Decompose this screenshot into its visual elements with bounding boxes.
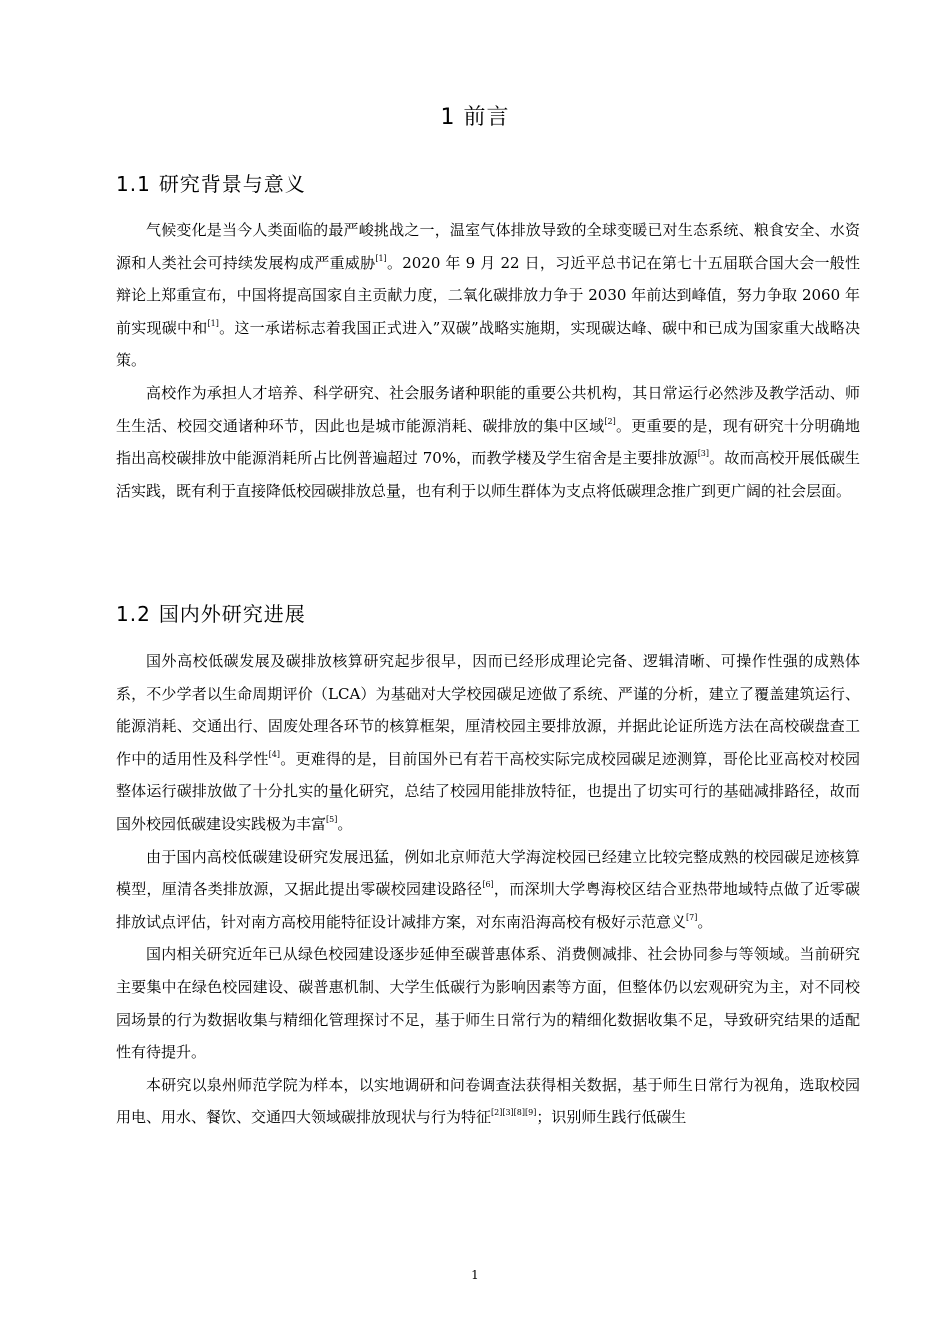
- citation-marker: [4]: [268, 749, 280, 759]
- text-run: 。这一承诺标志着我国正式进入”双碳”战略实施期，实现碳达峰、碳中和已成为国家重大战略决策。: [116, 318, 860, 370]
- text-run: ，而深圳大学粤海校区结合亚热带地域特点做了近零碳排放试点评估，针对南方高校用能特征设计减排方案，对东南沿海高校有极好示范意义: [116, 880, 860, 931]
- text-run: 。故而高校开展低碳生活实践，既有利于直接降低校园碳排放总量，也有利于以师生群体为支点将低碳理念推广到更广阔的社会层面。: [116, 449, 860, 500]
- citation-marker: [1]: [375, 253, 387, 263]
- text-run: 国内相关研究近年已从绿色校园建设逐步延伸至碳普惠体系、消费侧减排、社会协同参与等领域。当前研究主要集中在绿色校园建设、碳普惠机制、大学生低碳行为影响因素等方面，但整体仍以宏观研究为主，对不同校园场景的行为数据收集与精细化管理探讨不足，基于师生日常行为的精细化数据收集不足，导致研究结果的适配性有待提升。: [116, 945, 860, 1062]
- section-heading-1-2: [116, 598, 306, 627]
- paragraph: [116, 214, 860, 377]
- section-number: 1.2: [116, 602, 151, 626]
- section-title: 国内外研究进展: [158, 602, 306, 626]
- citation-marker: [2]: [604, 416, 616, 426]
- text-run: 。更难得的是，目前国外已有若干高校实际完成校园碳足迹测算，哥伦比亚高校对校园整体运行碳排放做了十分扎实的量化研究，总结了校园用能排放特征，也提出了切实可行的基础减排路径，故而国外校园低碳建设实践极为丰富: [116, 749, 860, 833]
- section-heading-1-1: [116, 168, 306, 197]
- text-run: 。: [697, 912, 713, 931]
- citation-marker: [3]: [697, 449, 710, 459]
- text-run: 国外高校低碳发展及碳排放核算研究起步很早，因而已经形成理论完备、逻辑清晰、可操作性强的成熟体系，不少学者以生命周期评价（LCA）为基础对大学校园碳足迹做了系统、严谨的分析，建立了覆盖建筑运行、能源消耗、交通出行、固废处理各环节的核算框架，厘清校园主要排放源，并据此论证所选方法在高校碳盘查工作中的适用性及科学性: [116, 652, 860, 768]
- citation-marker: [6]: [482, 880, 494, 890]
- section-number: 1.1: [116, 172, 151, 196]
- text-run: 。2020 年 9 月 22 日，习近平总书记在第七十五届联合国大会一般性辩论上郑重宣布，中国将提高国家自主贡献力度，二氧化碳排放力争于 2030 年前达到峰值，努力争取 2060 年前实现碳中和: [116, 253, 860, 337]
- citation-marker: [5]: [326, 814, 338, 824]
- citation-marker: [7]: [686, 912, 698, 922]
- section-title: 研究背景与意义: [158, 172, 306, 196]
- paragraph: [116, 377, 860, 507]
- citation-marker: [2][3][8][9]: [491, 1108, 537, 1118]
- text-run: ；识别师生践行低碳生: [536, 1108, 687, 1127]
- paragraph: [116, 645, 860, 841]
- text-run: 高校作为承担人才培养、科学研究、社会服务诸种职能的重要公共机构，其日常运行必然涉及教学活动、师生生活、校园交通诸种环节，因此也是城市能源消耗、碳排放的集中区域: [116, 383, 860, 435]
- text-run: 。: [337, 814, 353, 833]
- page-number: 1: [471, 1268, 479, 1282]
- text-run: 由于国内高校低碳建设研究发展迅猛，例如北京师范大学海淀校园已经建立比较完整成熟的校园碳足迹核算模型，厘清各类排放源，又据此提出零碳校园建设路径: [116, 847, 860, 899]
- section-1-2-body: [116, 645, 860, 1134]
- paragraph: [116, 1069, 860, 1134]
- text-run: 气候变化是当今人类面临的最严峻挑战之一，温室气体排放导致的全球变暖已对生态系统、粮食安全、水资源和人类社会可持续发展构成严重威胁: [116, 221, 860, 272]
- text-run: 本研究以泉州师范学院为样本，以实地调研和问卷调查法获得相关数据，基于师生日常行为视角，选取校园用电、用水、餐饮、交通四大领域碳排放现状与行为特征: [116, 1075, 860, 1127]
- paragraph: [116, 841, 860, 939]
- chapter-title: 1 前言: [440, 105, 510, 130]
- paragraph: [116, 938, 860, 1068]
- section-1-1-body: [116, 214, 860, 507]
- text-run: 。更重要的是，现有研究十分明确地指出高校碳排放中能源消耗所占比例普遍超过 70%，而教学楼及学生宿舍是主要排放源: [116, 416, 860, 468]
- citation-marker: [1]: [207, 318, 219, 328]
